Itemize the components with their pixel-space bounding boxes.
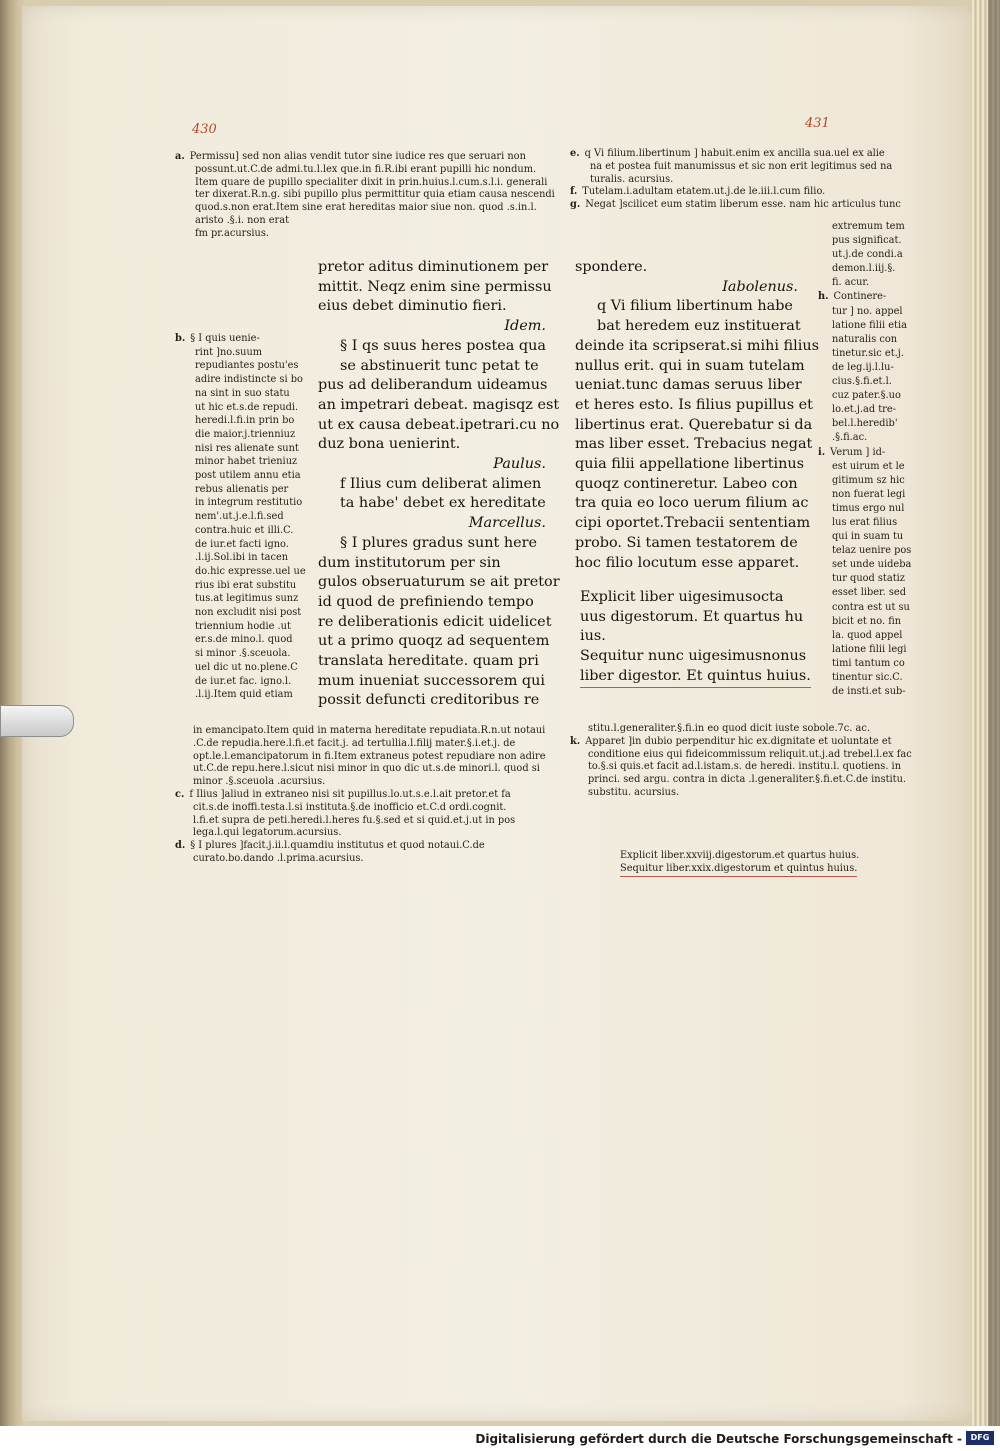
gloss-line-text: to.§.si quis.et facit ad.l.istam.s. de heredi. institu.l. quotiens. in bbox=[588, 761, 902, 773]
gloss-line bbox=[175, 332, 300, 346]
gloss-line: .l.ij.Sol.ibi in tacen bbox=[195, 552, 289, 564]
gloss-line: si minor .§.sceuola. bbox=[195, 648, 291, 660]
gloss-line-text: bel.l.heredib' bbox=[832, 418, 898, 430]
gloss-mark: h. bbox=[818, 291, 829, 303]
explicit-line: liber digestor. Et quintus huius. bbox=[580, 667, 811, 688]
gloss-line-text: esset liber. sed bbox=[832, 587, 906, 599]
gloss-line-text: na et postea fuit manumissus et sic non erit legitimus sed na bbox=[590, 160, 893, 172]
gloss-line-text: telaz uenire pos bbox=[832, 545, 912, 557]
main-text-line: pretor aditus diminutionem per bbox=[318, 259, 549, 275]
gloss-line bbox=[175, 151, 550, 164]
gloss-line-text: bicit et no. fin bbox=[832, 615, 902, 627]
gloss-line bbox=[818, 446, 938, 460]
gloss-mark: c. bbox=[175, 788, 185, 800]
gloss-bottom-right bbox=[570, 723, 950, 800]
gloss-line: ter dixerat.R.n.g. sibi pupillo plus permittitur quia etiam causa nescendi bbox=[195, 189, 555, 201]
main-text-line: Iabolenus. bbox=[722, 278, 798, 295]
gloss-line bbox=[818, 276, 938, 290]
gloss-mark: a. bbox=[175, 151, 185, 162]
gloss-mark: k. bbox=[570, 735, 581, 747]
main-text-line: translata hereditate. quam pri bbox=[318, 653, 539, 670]
gloss-line-text: pus significat. bbox=[832, 235, 902, 247]
gloss-line-text: minor .§.sceuola .acursius. bbox=[193, 776, 326, 788]
gloss-line-text: Tutelam.i.adultam etatem.ut.j.de le.iii.l.cum filio. bbox=[582, 186, 826, 198]
gloss-bottom-left bbox=[175, 725, 550, 866]
gloss-line-text: contra est ut su bbox=[832, 601, 910, 613]
main-text-line: re deliberationis edicit uidelicet bbox=[318, 613, 552, 630]
gloss-line bbox=[818, 502, 938, 516]
gloss-line: Item quare de pupillo specialiter dixit in prin.huius.l.cum.s.l.i. generali bbox=[195, 176, 548, 188]
gloss-line bbox=[570, 736, 950, 749]
footer-funding-text: Digitalisierung gefördert durch die Deutsche Forschungsgemeinschaft - bbox=[475, 1432, 962, 1446]
gloss-line-text: lo.et.j.ad tre- bbox=[832, 404, 896, 416]
gloss-line-text: in emancipato.Item quid in materna hereditate repudiata.R.n.ut notaui bbox=[193, 725, 546, 736]
gloss-line: nem'.ut.j.e.l.fi.sed bbox=[195, 511, 284, 523]
gloss-line: .l.ij.Item quid etiam bbox=[195, 689, 293, 701]
gloss-line: rint ]no.suum bbox=[195, 346, 263, 358]
gloss-line bbox=[818, 305, 938, 319]
gloss-top-right bbox=[570, 148, 950, 212]
main-text-line: dum institutorum per sin bbox=[318, 554, 501, 571]
gloss-line bbox=[570, 723, 950, 736]
gloss-line bbox=[570, 186, 950, 199]
main-text-line: mas liber esset. Trebacius negat bbox=[575, 436, 813, 453]
gloss-line-text: cius.§.fi.et.l. bbox=[832, 376, 892, 388]
gloss-line-text: timi tantum co bbox=[832, 657, 905, 669]
gloss-line bbox=[818, 220, 938, 234]
gloss-line-text: tinentur sic.C. bbox=[832, 672, 903, 683]
page-number-right: 431 bbox=[805, 116, 830, 131]
gloss-line-text: f Ilius ]aliud in extraneo nisi sit pupillus.lo.ut.s.e.l.ait pretor.et fa bbox=[189, 788, 511, 800]
gloss-line: nisi res alienate sunt bbox=[195, 442, 299, 454]
gloss-mark: f. bbox=[570, 186, 578, 198]
gloss-line bbox=[818, 389, 938, 403]
gloss-line-text: est uirum et le bbox=[832, 460, 905, 472]
gloss-line-text: stitu.l.generaliter.§.fi.in eo quod dicit iuste sobole.7c. ac. bbox=[588, 723, 870, 734]
gloss-line: post utilem annu etia bbox=[195, 470, 301, 482]
gloss-line: heredi.l.fi.in prin bo bbox=[195, 415, 295, 427]
gloss-mark: i. bbox=[818, 446, 826, 458]
gloss-line bbox=[818, 615, 938, 629]
footer-bar bbox=[0, 1426, 1000, 1451]
gloss-line-text: opt.le.l.emancipatorum in fi.Item extraneus potest repudiare non adire bbox=[193, 750, 546, 762]
main-text-line: Paulus. bbox=[493, 456, 546, 473]
page-stack-right bbox=[972, 0, 1000, 1426]
main-text-line: an impetrari debeat. magisqz est bbox=[318, 396, 560, 413]
main-text-line: quoqz contineretur. Labeo con bbox=[575, 475, 798, 492]
gloss-line bbox=[570, 199, 950, 212]
gloss-line bbox=[175, 725, 550, 738]
gloss-line bbox=[818, 671, 938, 685]
explicit-gloss-line: Sequitur liber.xxix.digestorum et quintus huius. bbox=[620, 863, 857, 877]
gloss-line: minor habet trieniuz bbox=[195, 456, 298, 468]
gloss-line: contra.huic et illi.C. bbox=[195, 524, 294, 536]
gloss-line bbox=[818, 657, 938, 671]
gloss-line-text: latione filii etia bbox=[832, 319, 907, 331]
gloss-line bbox=[818, 629, 938, 643]
explicit-gloss bbox=[620, 850, 920, 877]
gloss-line-text: Permissu] sed non alias vendit tutor sine iudice res que seruari non bbox=[189, 151, 526, 162]
main-text-line: f Ilius cum deliberat alimen bbox=[340, 475, 542, 492]
main-text-line: hoc filio locutum esse apparet. bbox=[575, 554, 800, 571]
gloss-line-text: Continere- bbox=[833, 291, 887, 303]
gloss-line bbox=[818, 474, 938, 488]
gloss-line: adire indistincte si bo bbox=[195, 374, 303, 386]
gloss-line: tus.at legitimus sunz bbox=[195, 593, 299, 605]
main-text-line: quia filii appellatione libertinus bbox=[575, 456, 805, 473]
main-text-line: § I plures gradus sunt here bbox=[340, 534, 538, 551]
gloss-line: repudiantes postu'es bbox=[195, 360, 299, 372]
gloss-line-text: § I quis uenie- bbox=[190, 333, 260, 344]
gloss-line-text: fi. acur. bbox=[832, 277, 870, 289]
gloss-line: rebus alienatis per bbox=[195, 483, 289, 495]
explicit-line: uus digestorum. Et quartus hu bbox=[580, 608, 804, 625]
gloss-line-text: tur quod statiz bbox=[832, 573, 905, 585]
gloss-mark: e. bbox=[570, 148, 580, 159]
bookmark-clip bbox=[0, 705, 74, 737]
main-text-line: duz bona uenierint. bbox=[318, 436, 461, 453]
gloss-line-text: q Vi filium.libertinum ] habuit.enim ex ancilla sua.uel ex alie bbox=[584, 148, 885, 159]
gloss-line-text: .C.de repudia.here.l.fi.et facit.j. ad tertullia.l.filij mater.§.i.et.j. de bbox=[193, 737, 516, 749]
main-text-line: spondere. bbox=[575, 259, 648, 275]
gloss-line-text: tinetur.sic et.j. bbox=[832, 347, 904, 359]
gloss-line bbox=[818, 643, 938, 657]
gloss-line-text: curato.bo.dando .l.prima.acursius. bbox=[193, 852, 364, 864]
gloss-line bbox=[818, 488, 938, 502]
main-text-line: ta habe' debet ex hereditate bbox=[340, 495, 546, 512]
gloss-line bbox=[818, 375, 938, 389]
gloss-line: er.s.de mino.l. quod bbox=[195, 634, 293, 646]
gloss-line: na sint in suo statu bbox=[195, 387, 290, 399]
gloss-line-text: tur ] no. appel bbox=[832, 305, 903, 317]
gloss-line bbox=[175, 751, 550, 764]
main-text-line: eius debet diminutio fieri. bbox=[318, 298, 507, 315]
main-text-line: mum inueniat successorem qui bbox=[318, 672, 546, 689]
gloss-line bbox=[818, 685, 938, 699]
gloss-line-text: Negat ]scilicet eum statim liberum esse. nam hic articulus tunc bbox=[585, 199, 901, 211]
explicit-line: Explicit liber uigesimusocta bbox=[580, 589, 784, 605]
gloss-line bbox=[818, 601, 938, 615]
explicit-main bbox=[580, 588, 811, 688]
gloss-line-text: cit.s.de inoffi.testa.l.si instituta.§.de inofficio et.C.d ordi.cognit. bbox=[193, 801, 507, 813]
main-text-right bbox=[575, 258, 820, 573]
explicit-line: Sequitur nunc uigesimusnonus bbox=[580, 648, 807, 665]
gloss-line bbox=[818, 333, 938, 347]
gloss-line bbox=[818, 361, 938, 375]
gloss-line: de iur.et facti igno. bbox=[195, 538, 289, 550]
gloss-line: ut hic et.s.de repudi. bbox=[195, 401, 299, 413]
main-text-line: q Vi filium libertinum habe bbox=[597, 298, 793, 315]
gloss-mark: d. bbox=[175, 840, 186, 852]
main-text-line: ut a primo quoqz ad sequentem bbox=[318, 633, 550, 650]
gloss-line bbox=[570, 749, 950, 762]
main-text-line: id quod de prefiniendo tempo bbox=[318, 593, 534, 610]
main-text-line: bat heredem euz instituerat bbox=[597, 318, 801, 335]
main-text-line: nullus erit. qui in suam tutelam bbox=[575, 357, 805, 374]
main-text-line: cipi oportet.Trebacii sententiam bbox=[575, 515, 811, 532]
gloss-line bbox=[175, 815, 550, 828]
main-text-line: se abstinuerit tunc petat te bbox=[340, 357, 539, 374]
gloss-line bbox=[570, 761, 950, 774]
gloss-line-text: substitu. acursius. bbox=[588, 786, 680, 798]
gloss-line bbox=[818, 234, 938, 248]
gloss-line-text: ut.j.de condi.a bbox=[832, 249, 903, 261]
gloss-mark: b. bbox=[175, 333, 186, 344]
gloss-line-text: turalis. acursius. bbox=[590, 173, 674, 185]
main-text-line: § I qs suus heres postea qua bbox=[340, 337, 546, 354]
gloss-line bbox=[570, 161, 950, 174]
explicit-gloss-line: Explicit liber.xxviij.digestorum.et quartus huius. bbox=[620, 850, 860, 861]
main-text-line: gulos obseruaturum se ait pretor bbox=[318, 574, 560, 591]
main-text-line: ueniat.tunc damas seruus liber bbox=[575, 377, 802, 394]
main-text-line: probo. Si tamen testatorem de bbox=[575, 534, 798, 551]
gloss-line bbox=[818, 516, 938, 530]
gloss-line-text: conditione eius qui fideicommissum reliquit.ut.j.ad trebel.l.ex fac bbox=[588, 748, 912, 760]
gloss-line bbox=[818, 347, 938, 361]
explicit-line: ius. bbox=[580, 628, 606, 645]
gloss-line bbox=[175, 827, 550, 840]
main-text-line: ut ex causa debeat.ipetrari.cu no bbox=[318, 416, 560, 433]
gloss-line bbox=[570, 148, 950, 161]
gloss-line: do.hic expresse.uel ue bbox=[195, 565, 306, 577]
gloss-line bbox=[175, 789, 550, 802]
gloss-line bbox=[818, 544, 938, 558]
gloss-line bbox=[818, 572, 938, 586]
gloss-line-text: la. quod appel bbox=[832, 629, 903, 641]
page-number-left: 430 bbox=[192, 122, 217, 137]
gloss-line-text: demon.l.iij.§. bbox=[832, 263, 896, 275]
gloss-mark: g. bbox=[570, 199, 581, 211]
gloss-line-text: de leg.ij.l.lu- bbox=[832, 361, 894, 373]
gloss-line-text: princi. sed argu. contra in dicta .l.generaliter.§.fi.et.C.de institu. bbox=[588, 774, 907, 786]
main-text-line: mittit. Neqz enim sine permissu bbox=[318, 278, 552, 295]
gloss-line: uel dic ut no.plene.C bbox=[195, 661, 298, 673]
gloss-line-text: non fuerat legi bbox=[832, 488, 906, 500]
gloss-line: quod.s.non erat.Item sine erat hereditas maior siue non. quod .s.in.l. bbox=[195, 202, 537, 214]
dfg-logo: DFG bbox=[966, 1431, 994, 1445]
gloss-line-text: set unde uideba bbox=[832, 559, 912, 571]
gloss-line bbox=[175, 802, 550, 815]
gloss-line: non excludit nisi post bbox=[195, 607, 302, 619]
gloss-left-column bbox=[175, 332, 306, 702]
gloss-line: triennium hodie .ut bbox=[195, 620, 291, 632]
gloss-line bbox=[175, 853, 550, 866]
gloss-line bbox=[175, 763, 550, 776]
gloss-line-text: qui in suam tu bbox=[832, 531, 904, 543]
gloss-line bbox=[818, 290, 938, 304]
gloss-line bbox=[818, 319, 938, 333]
gloss-line bbox=[570, 174, 950, 187]
gloss-line-text: lega.l.qui legatorum.acursius. bbox=[193, 827, 342, 839]
gloss-line bbox=[175, 738, 550, 751]
main-text-line: et heres esto. Is filius pupillus et bbox=[575, 396, 813, 413]
gloss-line bbox=[818, 530, 938, 544]
main-text-line: possit defuncti creditoribus re bbox=[318, 692, 540, 709]
gloss-line bbox=[818, 431, 938, 445]
gloss-line bbox=[818, 403, 938, 417]
gloss-line bbox=[818, 586, 938, 600]
gloss-line-text: de insti.et sub- bbox=[832, 686, 906, 698]
main-text-line: Idem. bbox=[504, 318, 546, 335]
gloss-line: aristo .§.i. non erat bbox=[195, 214, 290, 226]
main-text-line: pus ad deliberandum uideamus bbox=[318, 377, 548, 394]
gloss-right-column bbox=[818, 220, 938, 699]
gloss-line bbox=[818, 417, 938, 431]
gloss-top-left bbox=[175, 151, 555, 241]
gloss-line-text: .§.fi.ac. bbox=[832, 432, 868, 444]
gloss-line-text: l.fi.et supra de peti.heredi.l.heres fu.§.sed et si quid.et.j.ut in pos bbox=[193, 814, 516, 826]
main-text-line: Marcellus. bbox=[468, 515, 546, 532]
gloss-line: die maior.j.trienniuz bbox=[195, 428, 296, 440]
gloss-line-text: timus ergo nul bbox=[832, 502, 905, 514]
main-text-line: deinde ita scripserat.si mihi filius bbox=[575, 337, 820, 354]
gloss-line bbox=[175, 776, 550, 789]
gloss-line bbox=[818, 558, 938, 572]
main-text-line: tra quia eo loco uerum filium ac bbox=[575, 495, 809, 512]
gloss-line bbox=[570, 787, 950, 800]
gloss-line-text: Verum ] id- bbox=[830, 446, 886, 458]
gloss-line: in integrum restitutio bbox=[195, 497, 303, 509]
gloss-line-text: gitimum sz hic bbox=[832, 474, 905, 486]
gloss-line bbox=[175, 840, 550, 853]
gloss-line-text: naturalis con bbox=[832, 333, 898, 345]
main-text-left bbox=[318, 258, 560, 711]
gloss-line bbox=[818, 460, 938, 474]
gloss-line-text: ut.C.de repu.here.l.sicut nisi minor in quo dic ut.s.de minori.l. quod si bbox=[193, 763, 540, 775]
gloss-line-text: § I plures ]facit.j.ii.l.quamdiu institutus et quod notaui.C.de bbox=[190, 840, 485, 852]
gloss-line: de iur.et fac. igno.l. bbox=[195, 675, 292, 687]
gloss-line-text: extremum tem bbox=[832, 221, 905, 232]
gloss-line-text: Apparet ]in dubio perpenditur hic ex.dignitate et uoluntate et bbox=[585, 735, 892, 747]
gloss-line: rius ibi erat substitu bbox=[195, 579, 297, 591]
gloss-line: fm pr.acursius. bbox=[195, 227, 269, 239]
gloss-line-text: lus erat filius bbox=[832, 516, 898, 528]
gloss-line-text: latione filii legi bbox=[832, 643, 907, 655]
gloss-line-text: cuz pater.§.uo bbox=[832, 390, 901, 402]
gloss-line bbox=[818, 248, 938, 262]
gloss-line: possunt.ut.C.de admi.tu.l.lex que.in fi.R.ibi erant pupilli hic nondum. bbox=[195, 163, 537, 175]
gloss-line bbox=[818, 262, 938, 276]
gloss-line bbox=[570, 774, 950, 787]
main-text-line: libertinus erat. Querebatur si da bbox=[575, 416, 813, 433]
